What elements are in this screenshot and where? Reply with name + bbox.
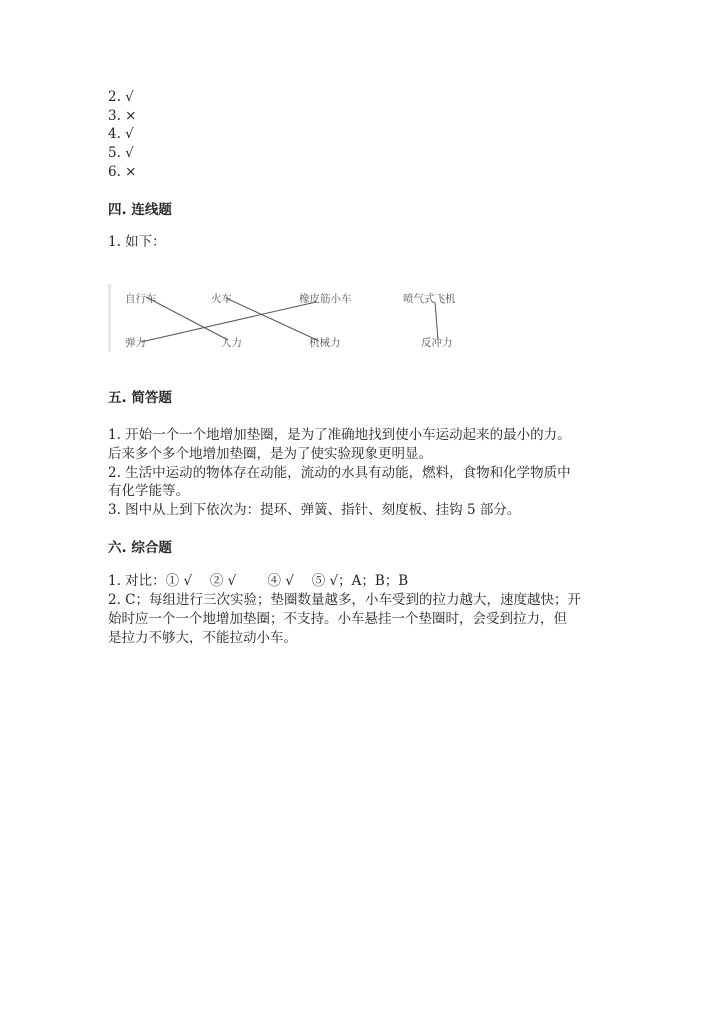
diagram-label: 火车 (211, 293, 232, 305)
judge-answer: 5. √ (108, 145, 134, 161)
section-heading: 四. 连线题 (108, 202, 172, 218)
diagram-label: 弹力 (125, 337, 146, 349)
answer-line: 是拉力不够大，不能拉动小车。 (108, 630, 297, 646)
answer-line: 1. 对比：① √ ② √ ④ √ ⑤ √；A；B；B (108, 573, 409, 589)
answer-line: 2. 生活中运动的物体存在动能，流动的水具有动能，燃料，食物和化学物质中 (108, 465, 571, 481)
answer-line: 2. C；每组进行三次实验；垫圈数量越多，小车受到的拉力越大，速度越快；开 (108, 592, 581, 608)
judge-answer: 2. √ (108, 89, 134, 105)
judge-answer: 3. × (108, 108, 137, 124)
diagram-label: 人力 (221, 337, 242, 349)
judge-answer: 4. √ (108, 126, 134, 142)
answer-line: 有化学能等。 (108, 483, 189, 499)
section-heading: 五. 简答题 (108, 390, 172, 406)
answer-line: 3. 图中从上到下依次为：提环、弹簧、指针、刻度板、挂钩 5 部分。 (108, 502, 521, 518)
answer-line: 1. 开始一个一个地增加垫圈，是为了准确地找到使小车运动起来的最小的力。 (108, 427, 571, 443)
diagram-label: 喷气式飞机 (403, 293, 456, 305)
matching-diagram (108, 284, 481, 352)
diagram-label: 机械力 (309, 337, 341, 349)
judge-answer: 6. × (108, 164, 137, 180)
answer-line: 始时应一个一个地增加垫圈；不支持。小车悬挂一个垫圈时，会受到拉力，但 (108, 611, 567, 627)
section-heading: 六. 综合题 (108, 540, 172, 556)
diagram-label: 橡皮筋小车 (299, 293, 352, 305)
answer-line: 后来多个多个地增加垫圈，是为了使实验现象更明显。 (108, 446, 432, 462)
diagram-label: 反冲力 (421, 337, 453, 349)
diagram-label: 自行车 (125, 293, 157, 305)
question-answer: 1. 如下： (108, 234, 166, 250)
